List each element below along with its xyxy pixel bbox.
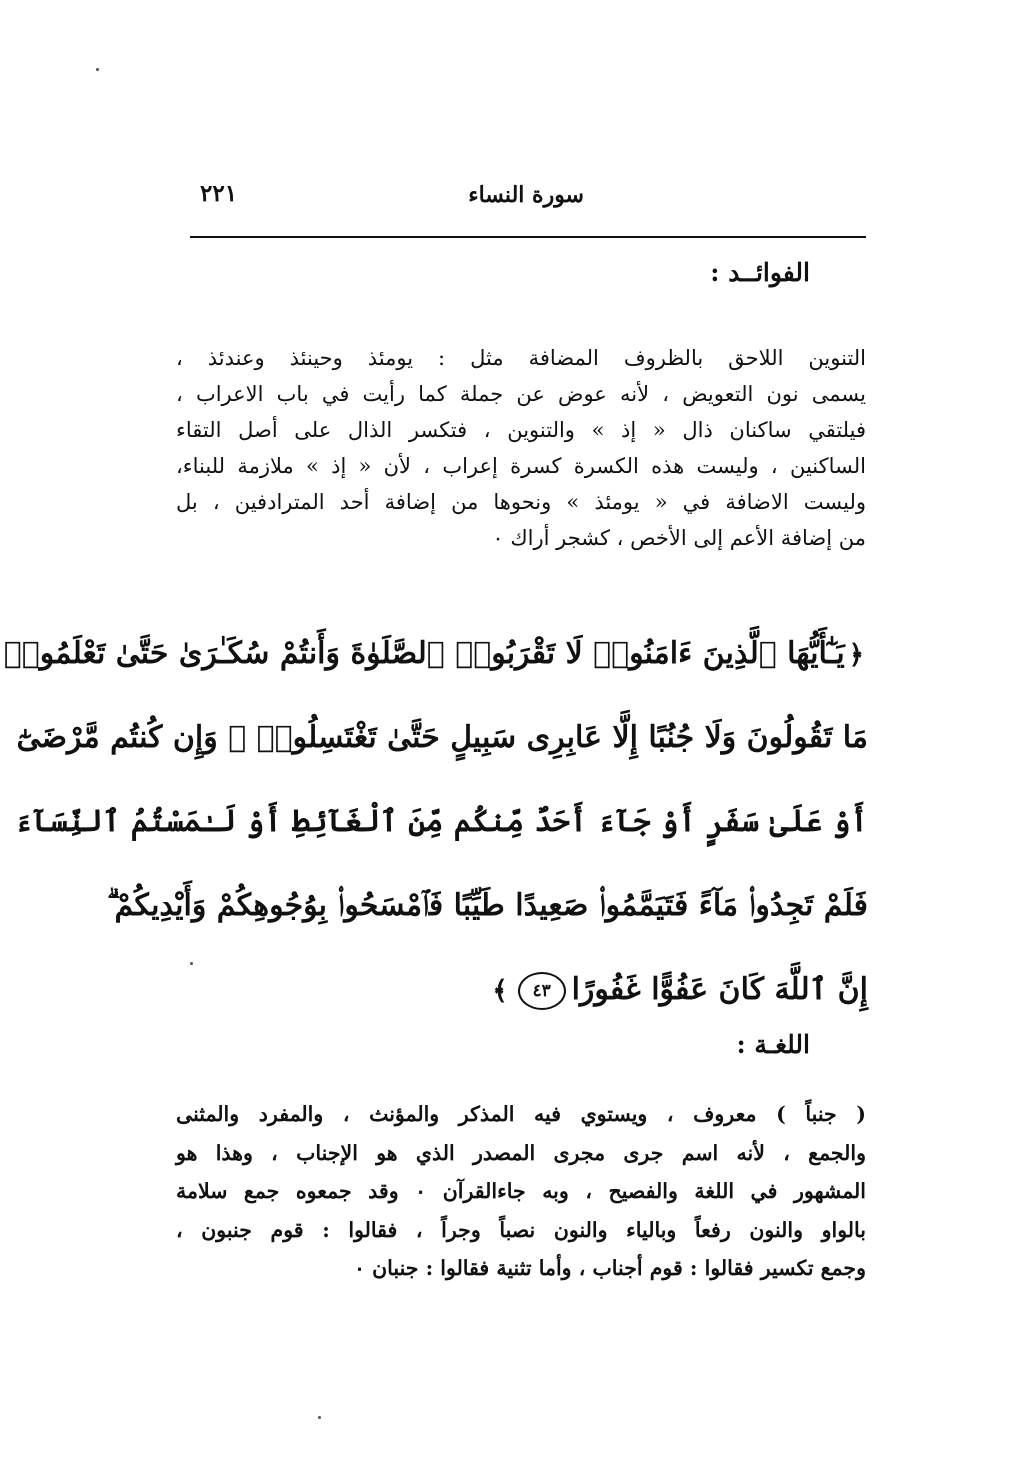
verse-line [3, 612, 868, 696]
fawaid-heading: الفوائــد : [710, 258, 810, 287]
fawaid-line: التنوين اللاحق بالظروف المضافة مثل : يومئذ وحينئذ وعندئذ ، [176, 346, 866, 370]
verse-line: مَا تَقُولُونَ وَلَا جُنُبًا إِلَّا عَابِرِى سَبِيلٍ حَتَّىٰ تَغْتَسِلُوا۟ ۚ وَإِن كُنتُم مَّرْضَىٰٓ [16, 720, 868, 755]
quran-verse [3, 612, 868, 1032]
page-number: ٢٢١ [200, 180, 238, 207]
ayah-number-marker: ٤٣ [518, 972, 566, 1010]
verse-close-bracket: ﴾ [492, 976, 508, 1006]
verse-line-text: إِنَّ ٱللَّهَ كَانَ عَفُوًّا غَفُورًا [571, 972, 868, 1007]
lugha-heading: اللغـة : [736, 1030, 810, 1059]
lugha-paragraph [176, 1095, 866, 1288]
verse-line [176, 948, 868, 1032]
lugha-line: المشهور في اللغة والفصيح ، وبه جاءالقرآن ٠ وقد جمعوه جمع سلامة [176, 1179, 866, 1203]
verse-line: فَلَمْ تَجِدُوا۟ مَآءً فَتَيَمَّمُوا۟ صَعِيدًا طَيِّبًا فَٱمْسَحُوا۟ بِوُجُوهِكُمْ وَأَيْدِيكُمْ ۗ [107, 888, 868, 923]
lugha-line: والجمع ، لأنه اسم جرى مجرى المصدر الذي هو الإجناب ، وهذا هو [176, 1140, 866, 1165]
fawaid-line: فيلتقي ساكنان ذال « إذ » والتنوين ، فتكسر الذال على أصل التقاء [176, 418, 866, 442]
verse-open-bracket: ﴿ [848, 640, 864, 670]
verse-line-text: يَـٰٓأَيُّهَا ٱلَّذِينَ ءَامَنُوا۟ لَا تَقْرَبُوا۟ ٱلصَّلَوٰةَ وَأَنتُمْ سُكَـٰرَىٰ حَتَّىٰ تَعْلَمُوا۟ [3, 636, 845, 671]
lugha-line: وجمع تكسير فقالوا : قوم أجناب ، وأما تثنية فقالوا : جنبان ٠ [353, 1256, 866, 1280]
verse-line: أَوْ عَلَىٰ سَفَرٍ أَوْ جَآءَ أَحَدٌ مِّنكُم مِّنَ ٱلْغَآئِطِ أَوْ لَـٰمَسْتُمُ ٱلنِّسَآءَ [14, 804, 868, 839]
scan-speck [190, 962, 193, 965]
fawaid-line: وليست الاضافة في « يومئذ » ونحوها من إضافة أحد المترادفين ، بل [176, 490, 866, 514]
scan-speck [96, 68, 99, 71]
fawaid-line: من إضافة الأعم إلى الأخص ، كشجر أراك ٠ [492, 526, 866, 550]
lugha-line: بالواو والنون رفعاً وبالياء والنون نصباً وجراً ، فقالوا : قوم جنبون ، [176, 1217, 866, 1242]
header-rule [190, 236, 866, 238]
fawaid-paragraph [176, 340, 866, 556]
running-header [190, 176, 866, 220]
fawaid-line: الساكنين ، وليست هذه الكسرة كسرة إعراب ، لأن « إذ » ملازمة للبناء، [176, 454, 866, 478]
lugha-line: ( جنباً ) معروف ، ويستوي فيه المذكر والمؤنث ، والمفرد والمثنى [176, 1102, 866, 1126]
scan-speck [318, 1416, 321, 1419]
surah-title: سورة النساء [468, 182, 584, 208]
fawaid-line: يسمى نون التعويض ، لأنه عوض عن جملة كما رأيت في باب الاعراب ، [176, 382, 866, 406]
